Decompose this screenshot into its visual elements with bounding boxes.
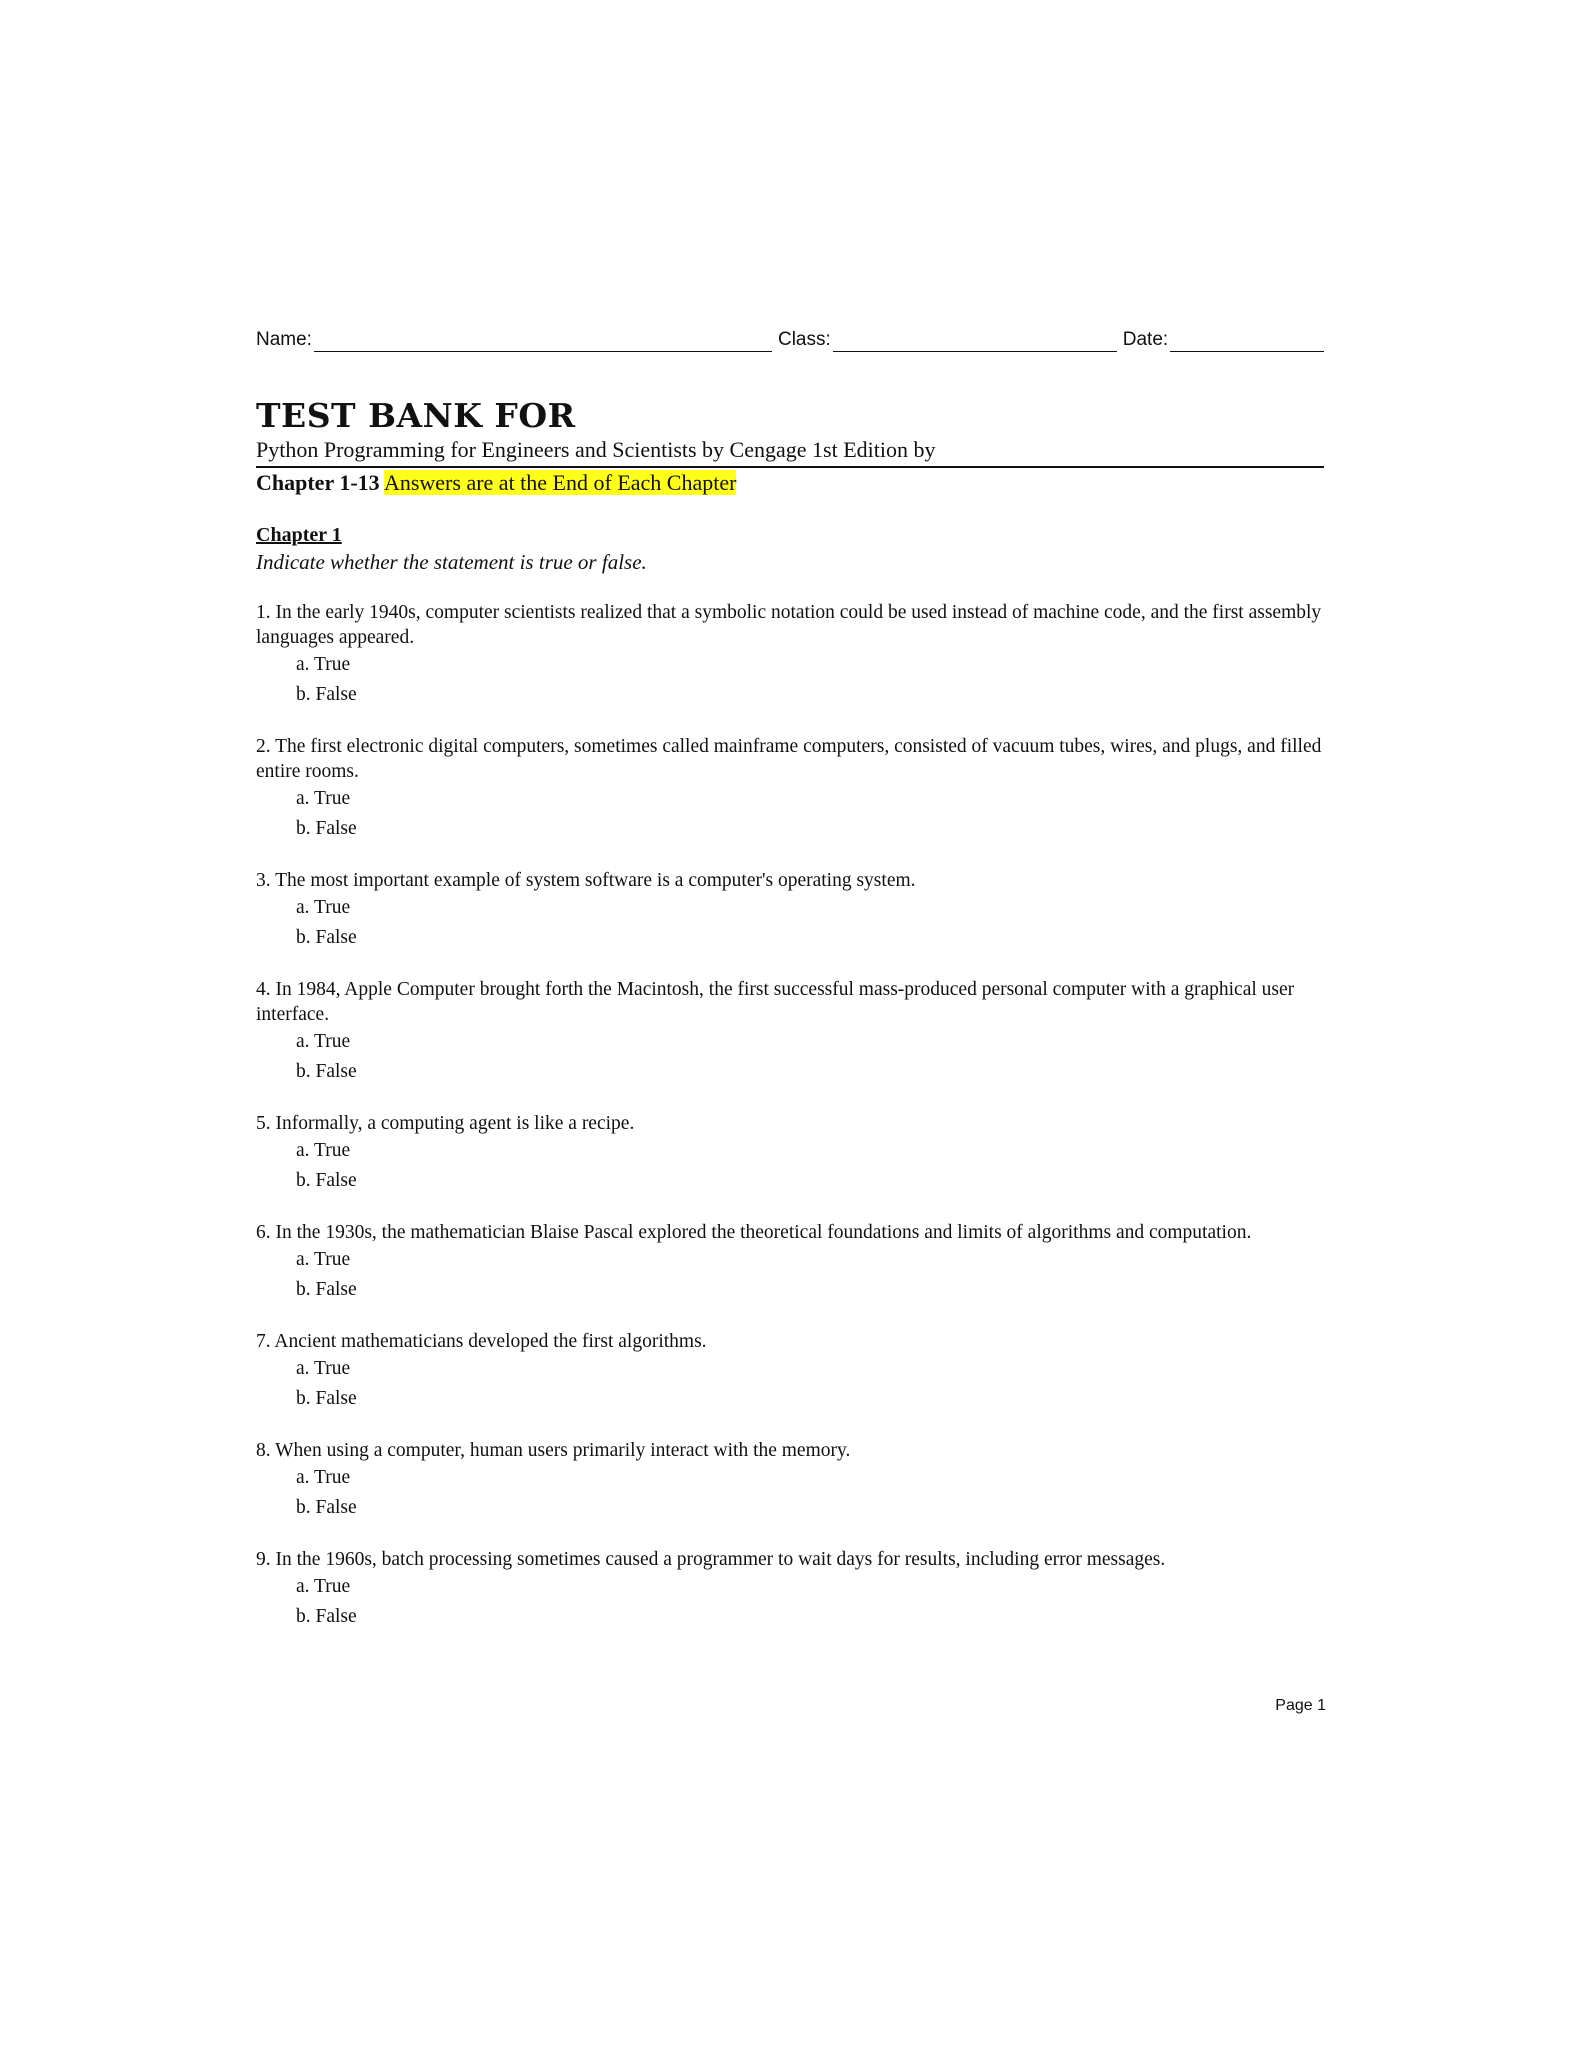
answer-option: a. True	[296, 1249, 351, 1270]
question-text: 4. In 1984, Apple Computer brought forth the Macintosh, the first successful mass-produced personal computer with a graphical user interface.	[256, 979, 1295, 1025]
chapters-range: Chapter 1-13	[256, 470, 380, 495]
name-field	[256, 328, 772, 352]
chapters-line	[256, 468, 1324, 498]
answer-option: a. True	[296, 897, 351, 918]
question-text: 6. In the 1930s, the mathematician Blaise Pascal explored the theoretical foundations and limits of algorithms and computation.	[256, 1222, 1252, 1243]
student-info-line	[256, 326, 1324, 352]
instruction-text: Indicate whether the statement is true or false.	[256, 550, 647, 574]
question-item	[256, 600, 1324, 710]
answer-option: a. True	[296, 1576, 351, 1597]
name-blank	[314, 331, 772, 352]
answer-option: b. False	[296, 1170, 357, 1191]
date-blank	[1170, 331, 1324, 352]
answer-option: a. True	[296, 1467, 351, 1488]
question-item	[256, 1111, 1324, 1196]
name-label: Name:	[256, 329, 312, 350]
answer-option: b. False	[296, 1061, 357, 1082]
question-list	[256, 600, 1324, 1632]
question-item	[256, 1547, 1324, 1632]
answer-option: b. False	[296, 927, 357, 948]
answer-option: a. True	[296, 1031, 351, 1052]
question-item	[256, 1438, 1324, 1523]
question-text: 9. In the 1960s, batch processing sometimes caused a programmer to wait days for results, including error messages.	[256, 1549, 1166, 1570]
document-title: TEST BANK FOR	[256, 396, 576, 435]
question-text: 5. Informally, a computing agent is like a recipe.	[256, 1113, 635, 1134]
question-item	[256, 868, 1324, 953]
question-text: 2. The first electronic digital computers, sometimes called mainframe computers, consisted of vacuum tubes, wires, and plugs, and filled entire rooms.	[256, 736, 1322, 782]
answer-option: b. False	[296, 818, 357, 839]
question-text: 3. The most important example of system software is a computer's operating system.	[256, 870, 916, 891]
class-field	[778, 328, 1117, 352]
answer-option: b. False	[296, 1497, 357, 1518]
answer-option: a. True	[296, 1140, 351, 1161]
question-item	[256, 1329, 1324, 1414]
answer-option: b. False	[296, 1388, 357, 1409]
class-label: Class:	[777, 329, 831, 350]
page-number: Page 1	[1275, 1697, 1326, 1714]
test-page	[256, 326, 1324, 1632]
answer-option: b. False	[296, 1279, 357, 1300]
date-field	[1123, 328, 1324, 352]
answer-option: b. False	[296, 1606, 357, 1627]
answer-option: a. True	[296, 654, 351, 675]
answer-option: a. True	[296, 1358, 351, 1379]
document-subtitle: Python Programming for Engineers and Scientists by Cengage 1st Edition by	[256, 436, 1324, 468]
answer-option: a. True	[296, 788, 351, 809]
answers-note: Answers are at the End of Each Chapter	[383, 470, 737, 495]
answer-option: b. False	[296, 684, 357, 705]
question-item	[256, 1220, 1324, 1305]
question-text: 1. In the early 1940s, computer scientists realized that a symbolic notation could be used instead of machine code, and the first assembly languages appeared.	[256, 602, 1322, 648]
date-label: Date:	[1122, 329, 1169, 350]
question-item	[256, 977, 1324, 1087]
chapter-heading: Chapter 1	[256, 524, 342, 546]
question-item	[256, 734, 1324, 844]
question-text: 7. Ancient mathematicians developed the first algorithms.	[256, 1331, 707, 1352]
question-text: 8. When using a computer, human users primarily interact with the memory.	[256, 1440, 851, 1461]
class-blank	[833, 331, 1117, 352]
